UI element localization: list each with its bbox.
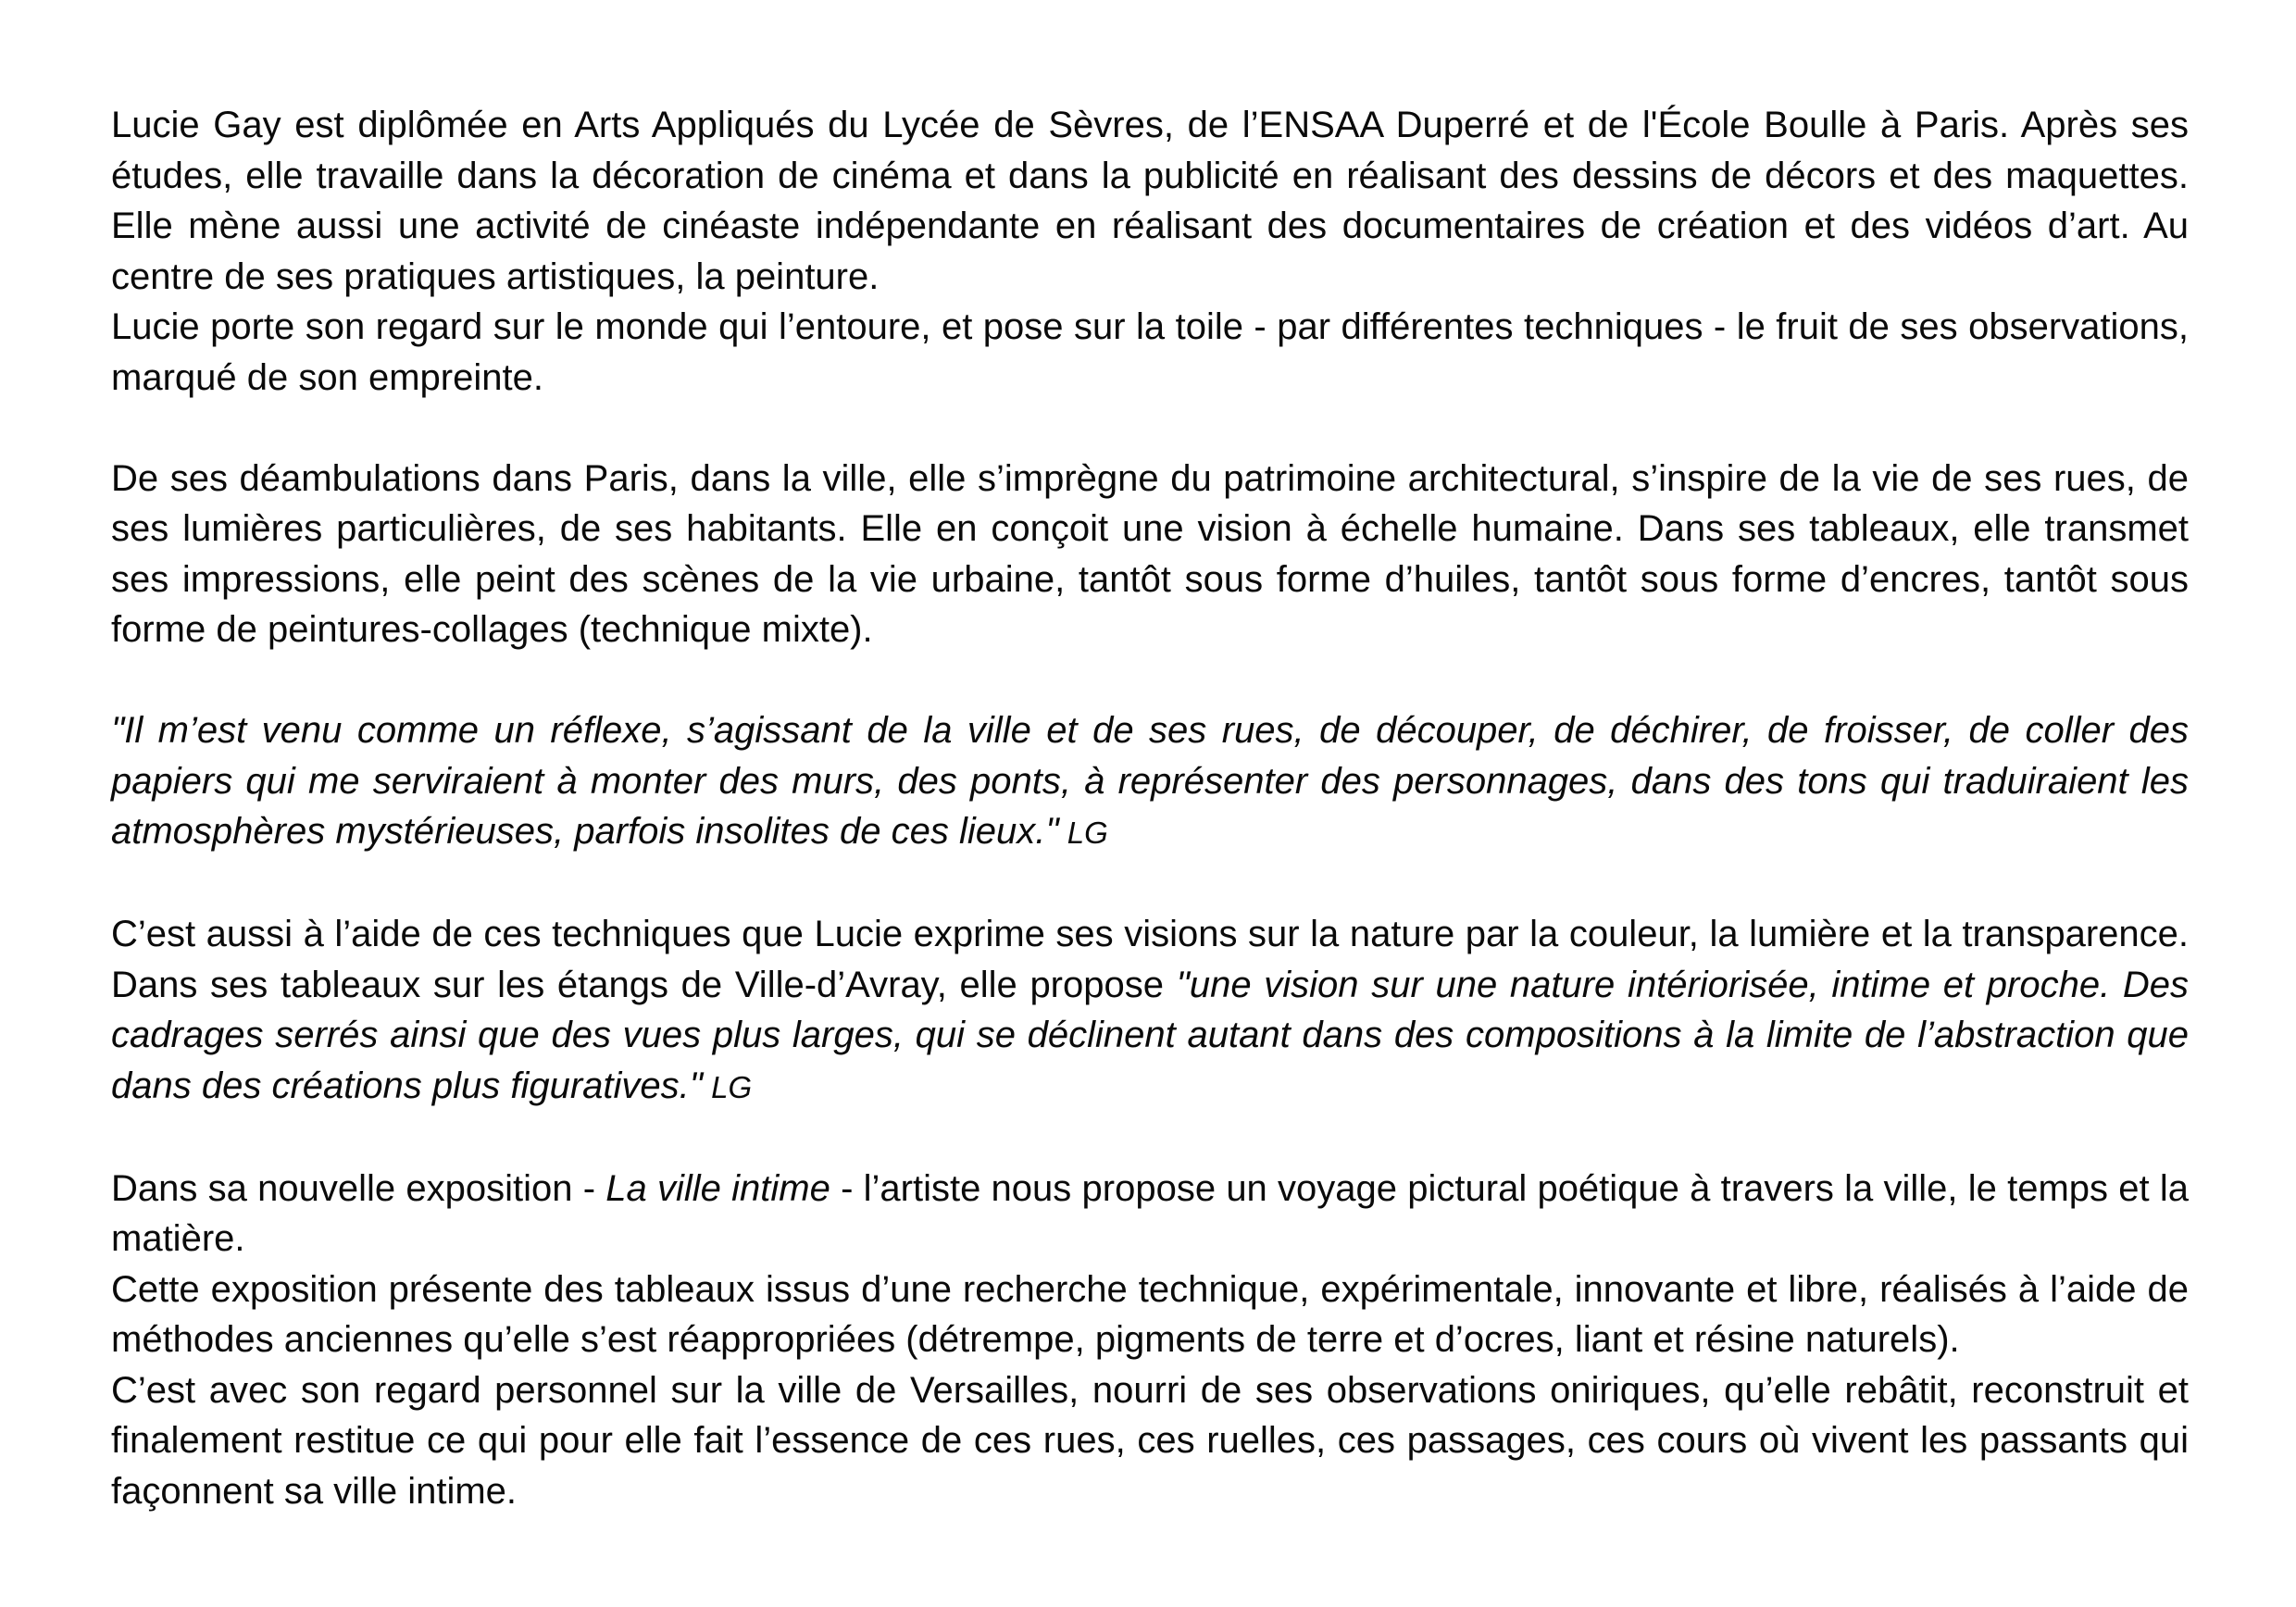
quote-signature: LG <box>702 1069 753 1104</box>
paragraph-exhibition-techniques: Cette exposition présente des tableaux issus d’une recherche technique, expérimentale, innovante et libre, réalisés à l’aide de méthodes anciennes qu’elle s’est réappropriées (détrempe, pigments de terre et d’ocres, liant et résine naturels). <box>111 1268 2189 1360</box>
quote-signature: LG <box>1058 816 1108 850</box>
paragraph-biography: Lucie Gay est diplômée en Arts Appliqués du Lycée de Sèvres, de l’ENSAA Duperré et de l'École Boulle à Paris. Après ses études, elle travaille dans la décoration de cinéma et dans la publicité en réalisant des dessins de décors et des maquettes. Elle mène aussi une activité de cinéaste indépendante en réalisant des documentaires de création et des vidéos d’art. Au centre de ses pratiques artistiques, la peinture. <box>111 105 2189 297</box>
document-body <box>111 100 2189 1516</box>
quote-text: "une vision sur une nature intériorisée, intime et proche. Des cadrages serrés ainsi que des vues plus larges, qui se déclinent autant dans des compositions à la limite de l’abstraction que dans des créations plus figuratives." <box>111 964 2190 1106</box>
quote-text: "Il m’est venu comme un réflexe, s’agissant de la ville et de ses rues, de découper, de déchirer, de froisser, de coller des papiers qui me serviraient à monter des murs, des ponts, à représenter des personnages, dans des tons qui traduiraient les atmosphères mystérieuses, parfois insolites de ces lieux." <box>111 710 2189 852</box>
paragraph-nature <box>111 909 2189 1113</box>
exhibition-title: La ville intime <box>605 1167 830 1209</box>
paragraph-spacer <box>111 859 2189 910</box>
paragraph-exhibition <box>111 1164 2189 1264</box>
paragraph-spacer <box>111 655 2189 706</box>
exhibition-after: - l’artiste nous propose un voyage pictural poétique à travers la ville, le temps et la matière. <box>111 1167 2189 1259</box>
paragraph-versailles: C’est avec son regard personnel sur la ville de Versailles, nourri de ses observations oniriques, qu’elle rebâtit, reconstruit et finalement restitue ce qui pour elle fait l’essence de ces rues, ces ruelles, ces passages, ces cours où vivent les passants qui façonnent sa ville intime. <box>111 1369 2189 1512</box>
paragraph-gaze: Lucie porte son regard sur le monde qui l’entoure, et pose sur la toile - par différentes techniques - le fruit de ses observations, marqué de son empreinte. <box>111 306 2189 398</box>
exhibition-before: Dans sa nouvelle exposition - <box>111 1167 606 1209</box>
paragraph-spacer <box>111 403 2189 454</box>
paragraph-quote-city <box>111 705 2189 859</box>
paragraph-wanderings: De ses déambulations dans Paris, dans la ville, elle s’imprègne du patrimoine architectural, s’inspire de la vie de ses rues, de ses lumières particulières, de ses habitants. Elle en conçoit une vision à échelle humaine. Dans ses tableaux, elle transmet ses impressions, elle peint des scènes de la vie urbaine, tantôt sous forme d’huiles, tantôt sous forme d’encres, tantôt sous forme de peintures-collages (technique mixte). <box>111 457 2189 650</box>
paragraph-spacer <box>111 1113 2189 1164</box>
nature-intro: C’est aussi à l’aide de ces techniques que Lucie exprime ses visions sur la nature par la couleur, la lumière et la transparence. Dans ses tableaux sur les étangs de Ville-d’Avray, elle propose <box>111 914 2189 1005</box>
